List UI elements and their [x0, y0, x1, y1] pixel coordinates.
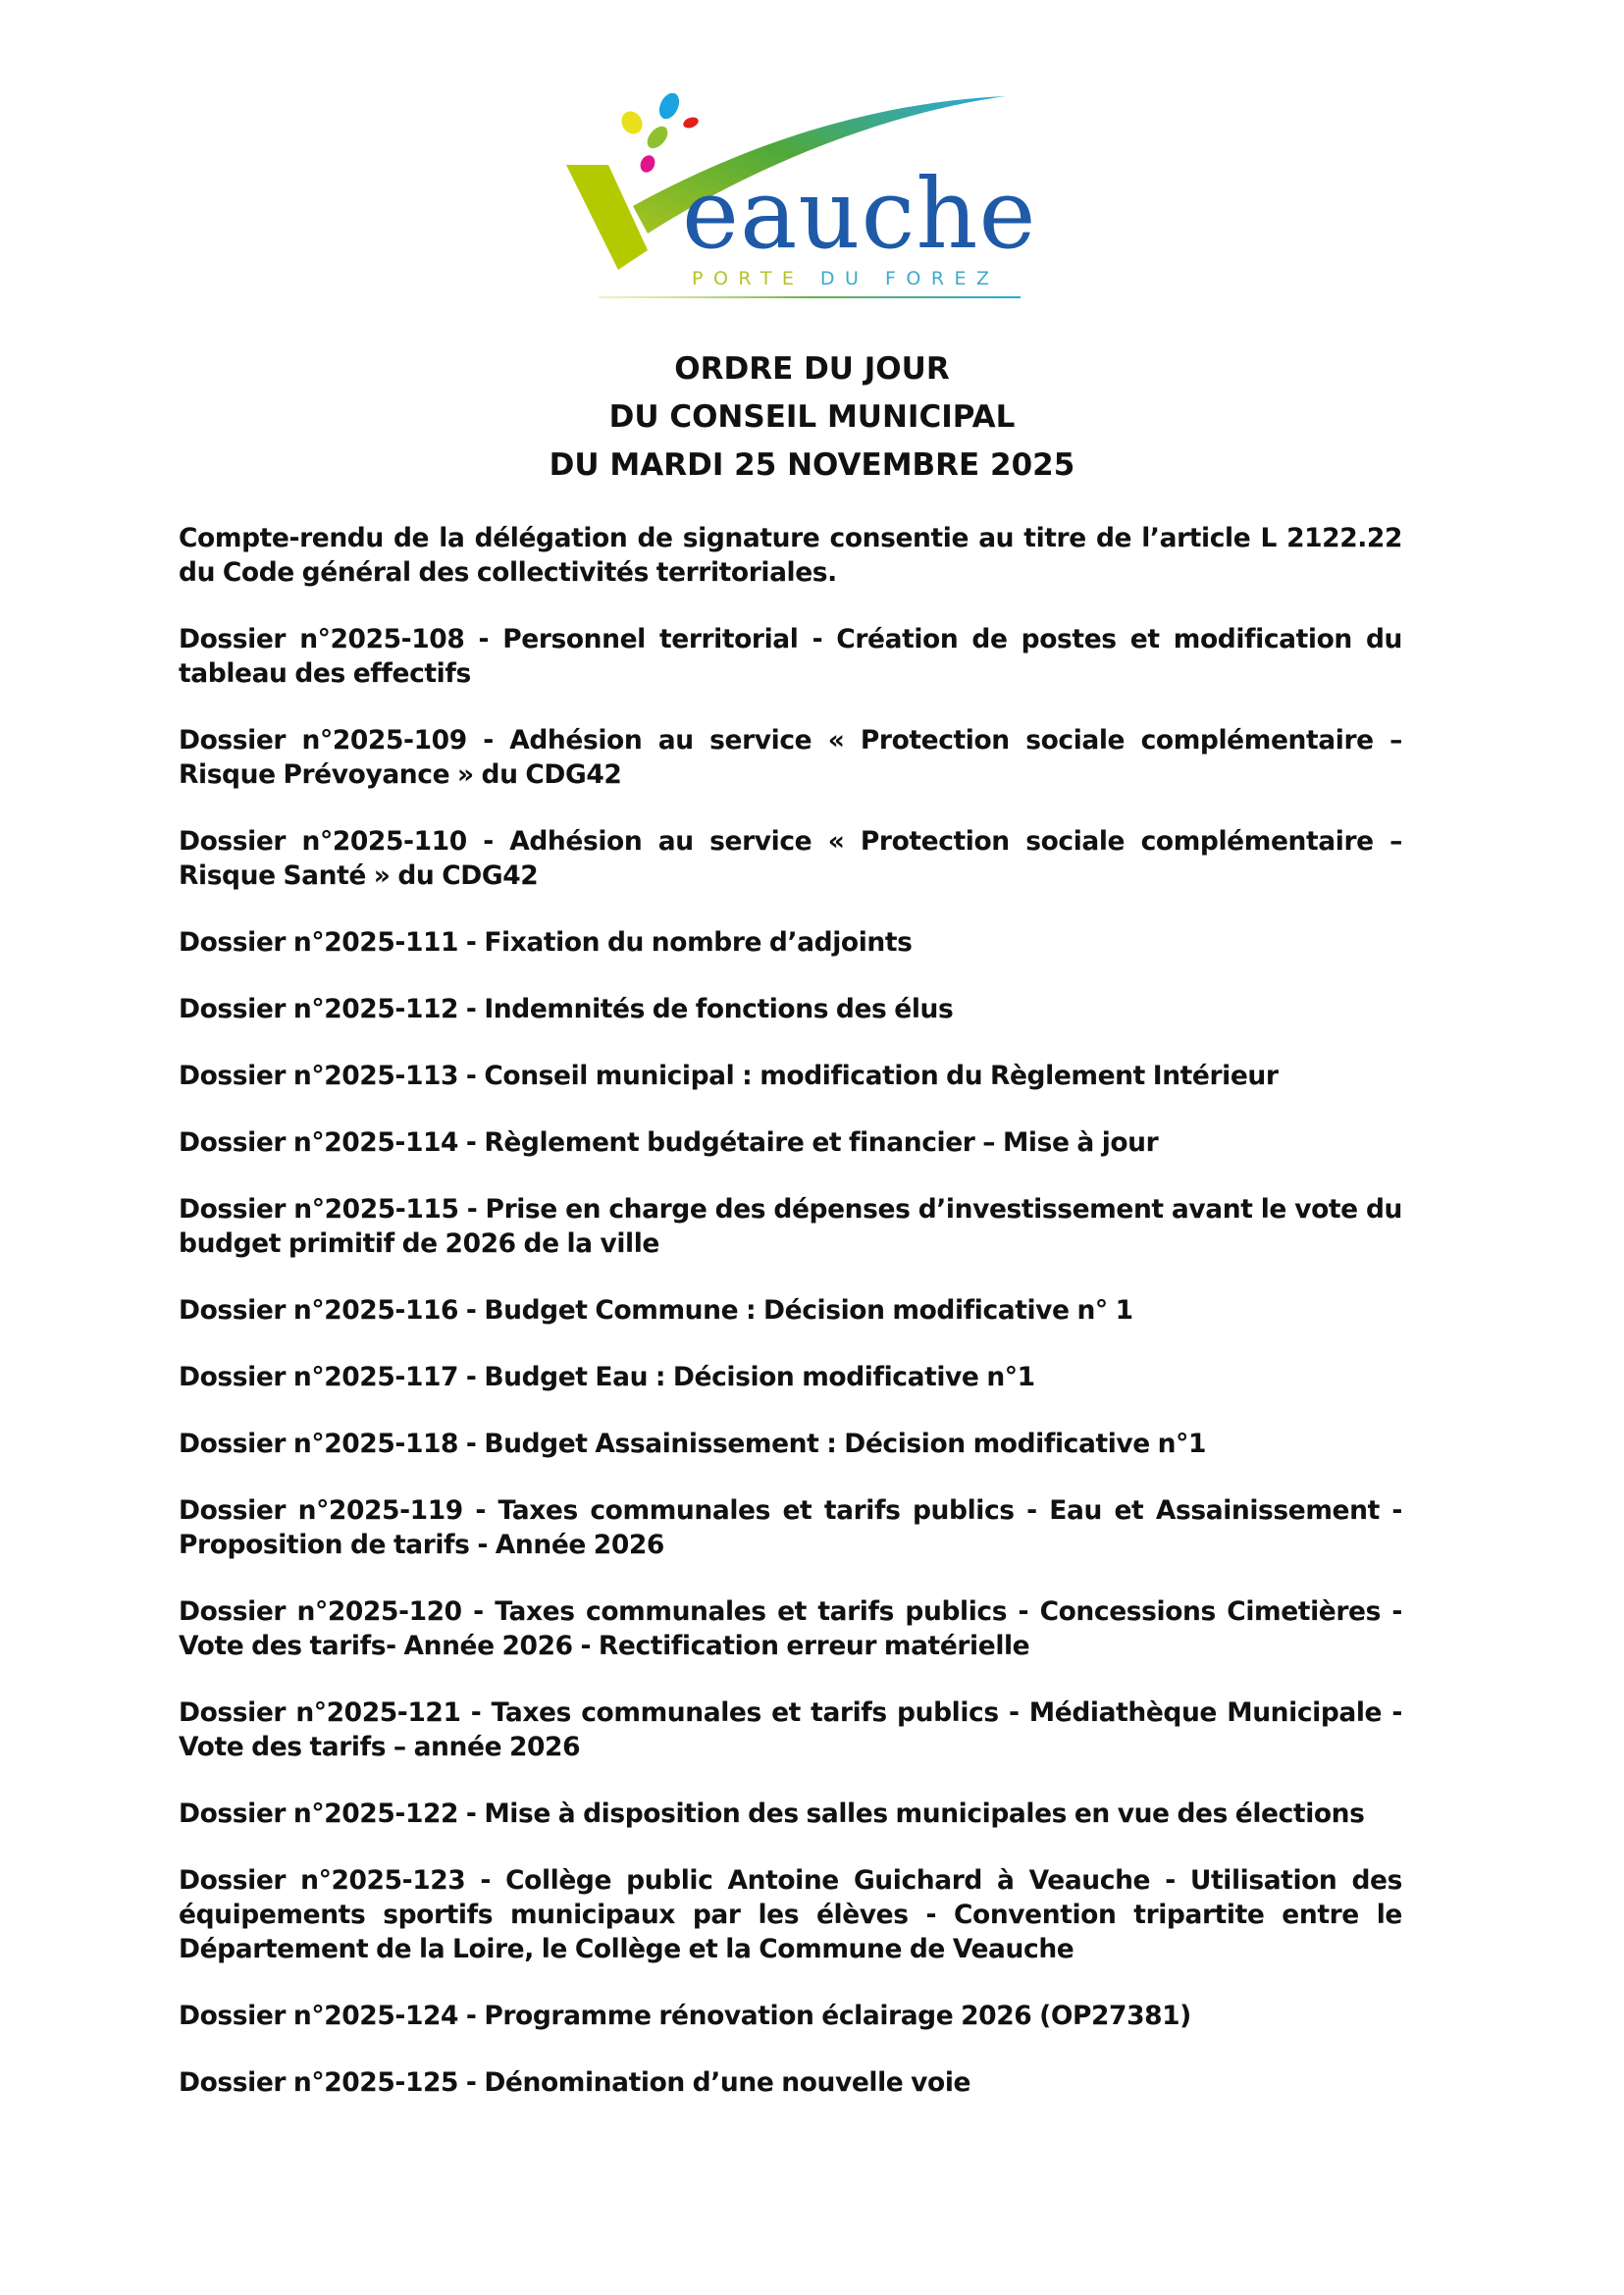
agenda-item: Dossier n°2025-113 - Conseil municipal : modification du Règlement Intérieur	[179, 1061, 1279, 1091]
logo-tagline	[692, 270, 1000, 288]
drop-pink	[638, 153, 657, 175]
tagline-part1: PORTE	[692, 268, 820, 289]
agenda-item: Dossier n°2025-120 - Taxes communales et tarifs publics - Concessions Cimetières - Vote des tarifs- Année 2026 - Rectification erreur matérielle	[179, 1596, 1402, 1661]
agenda-item: Compte-rendu de la délégation de signature consentie au titre de l’article L 2122.22 du Code général des collectivités territoriales.	[179, 523, 1402, 588]
agenda-item: Dossier n°2025-110 - Adhésion au service « Protection sociale complémentaire – Risque Santé » du CDG42	[179, 826, 1402, 891]
agenda-item: Dossier n°2025-111 - Fixation du nombre d’adjoints	[179, 927, 913, 958]
title-line-2: DU CONSEIL MUNICIPAL	[608, 399, 1016, 435]
agenda-item: Dossier n°2025-125 - Dénomination d’une nouvelle voie	[179, 2067, 971, 2098]
agenda-item: Dossier n°2025-124 - Programme rénovation éclairage 2026 (OP27381)	[179, 2001, 1191, 2031]
agenda-item: Dossier n°2025-112 - Indemnités de fonctions des élus	[179, 994, 954, 1024]
title-line-1: ORDRE DU JOUR	[674, 351, 950, 387]
agenda-item: Dossier n°2025-114 - Règlement budgétaire et financier – Mise à jour	[179, 1127, 1159, 1158]
v-left-stroke	[566, 165, 648, 270]
logo-wordmark: eauche	[682, 159, 1037, 271]
agenda-item: Dossier n°2025-115 - Prise en charge des dépenses d’investissement avant le vote du budget primitif de 2026 de la ville	[179, 1194, 1402, 1259]
agenda-item: Dossier n°2025-108 - Personnel territorial - Création de postes et modification du tableau des effectifs	[179, 624, 1402, 689]
agenda-item: Dossier n°2025-117 - Budget Eau : Décision modificative n°1	[179, 1362, 1035, 1392]
agenda-item: Dossier n°2025-118 - Budget Assainissement : Décision modificative n°1	[179, 1429, 1207, 1459]
agenda-item: Dossier n°2025-121 - Taxes communales et tarifs publics - Médiathèque Municipale - Vote des tarifs – année 2026	[179, 1697, 1402, 1762]
veauche-logo	[564, 93, 1037, 304]
drop-blue	[655, 93, 683, 122]
logo-underline	[599, 296, 1021, 298]
drop-red	[682, 116, 700, 130]
agenda-item: Dossier n°2025-123 - Collège public Antoine Guichard à Veauche - Utilisation des équipements sportifs municipaux par les élèves - Convention tripartite entre le Département de la Loire, le Collège et la Commune de Veauche	[179, 1865, 1402, 1964]
title-line-3: DU MARDI 25 NOVEMBRE 2025	[549, 447, 1075, 483]
agenda-item: Dossier n°2025-116 - Budget Commune : Décision modificative n° 1	[179, 1295, 1133, 1326]
agenda-item: Dossier n°2025-122 - Mise à disposition des salles municipales en vue des élections	[179, 1799, 1365, 1829]
drop-yellow	[617, 108, 646, 138]
tagline-part2: DU FOREZ	[819, 268, 1000, 289]
document-title	[0, 345, 1624, 490]
drop-green	[644, 123, 672, 152]
agenda-list	[179, 521, 1402, 2132]
agenda-item: Dossier n°2025-119 - Taxes communales et tarifs publics - Eau et Assainissement - Proposition de tarifs - Année 2026	[179, 1495, 1402, 1560]
agenda-item: Dossier n°2025-109 - Adhésion au service « Protection sociale complémentaire – Risque Prévoyance » du CDG42	[179, 725, 1402, 790]
